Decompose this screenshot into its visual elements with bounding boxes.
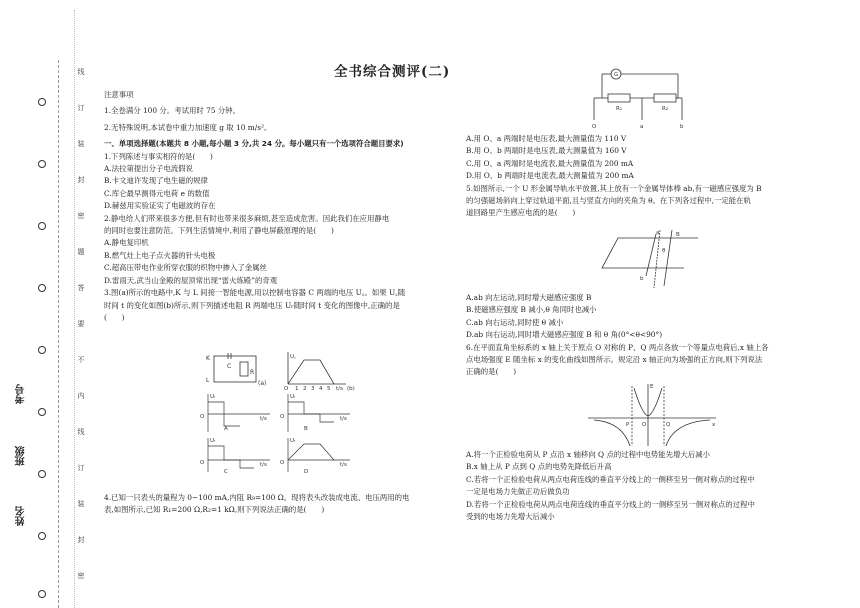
text-line: D.雷雨天,武当山金殿的屋顶常出现“雷火炼殿”的奇观 xyxy=(104,275,278,285)
svg-text:2: 2 xyxy=(303,386,307,392)
exam-sheet xyxy=(104,0,854,608)
label-C: C xyxy=(227,363,232,370)
class-label: 班级 xyxy=(16,446,27,466)
binding-hole xyxy=(38,470,46,478)
text-line: B.x 轴上从 P 点到 Q 点的电势先降低后升高 xyxy=(466,462,612,472)
binding-margin xyxy=(0,0,90,608)
binding-char: 装 xyxy=(77,140,85,147)
text-line: 4.已知一只表头的量程为 0~100 mA,内阻 R₉=100 Ω。现将表头改装成电流、电压两用的电 xyxy=(104,493,410,502)
text-line: A.用 O、a 两端时是电压表,最大测量值为 110 V xyxy=(466,134,627,143)
text-line: D.ab 向右运动,同时增大磁感应强度 B 和 θ 角(0°<θ<90°) xyxy=(466,330,663,340)
svg-text:A: A xyxy=(224,426,228,432)
binding-char: 内 xyxy=(77,392,85,399)
text-line: 6.在平面直角坐标系的 x 轴上关于原点 O 对称的 P、Q 两点各放一个等量点电荷后,x 轴上各 xyxy=(466,342,769,352)
svg-text:5: 5 xyxy=(327,386,331,392)
svg-text:a: a xyxy=(640,124,644,130)
svg-text:Uᵣ: Uᵣ xyxy=(290,394,296,400)
text-line: 注意事项 xyxy=(104,90,134,99)
svg-text:R₂: R₂ xyxy=(662,106,669,112)
svg-text:t/s: t/s xyxy=(336,386,343,392)
binding-char: 线 xyxy=(77,68,85,75)
text-line: 受到的电场力先增大后减小 xyxy=(466,512,555,522)
svg-text:b: b xyxy=(640,276,644,282)
svg-text:P: P xyxy=(626,422,630,428)
text-line: ( ) xyxy=(104,312,125,322)
svg-text:O: O xyxy=(200,414,205,420)
u-rail-figure xyxy=(598,228,708,290)
binding-hole xyxy=(38,160,46,168)
svg-text:t/s: t/s xyxy=(340,462,347,468)
id-number-label: 考号 xyxy=(16,384,27,404)
text-line: B.使磁感应强度 B 减小,θ 角同时也减小 xyxy=(466,305,597,315)
binding-hole xyxy=(38,284,46,292)
text-line: D.赫兹用实验证实了电磁波的存在 xyxy=(104,201,216,211)
text-line: C.用 O、a 两端时是电流表,最大测量值为 200 mA xyxy=(466,158,634,168)
svg-text:R₁: R₁ xyxy=(616,106,623,112)
right-column-middle xyxy=(466,292,846,379)
caption-a: (a) xyxy=(258,380,267,387)
graph-b xyxy=(288,352,346,384)
svg-text:Uᵣ: Uᵣ xyxy=(290,438,296,444)
text-line: 1.全卷满分 100 分。考试用时 75 分钟。 xyxy=(104,106,241,116)
text-line: A.法拉第提出分子电流假说 xyxy=(104,164,193,174)
svg-text:t/s: t/s xyxy=(260,462,267,468)
svg-text:t/s: t/s xyxy=(260,416,267,422)
text-line: C.ab 向右运动,同时使 θ 减小 xyxy=(466,317,564,327)
binding-char: 封 xyxy=(77,176,85,183)
binding-char: 不 xyxy=(77,356,85,363)
left-column-bottom xyxy=(104,492,454,517)
binding-hole xyxy=(38,346,46,354)
svg-text:B: B xyxy=(676,232,680,238)
svg-text:C: C xyxy=(224,469,228,474)
text-line: A.ab 向左运动,同时增大磁感应强度 B xyxy=(466,293,592,302)
section-heading: 一、单项选择题(本题共 8 小题,每小题 3 分,共 24 分。每小题只有一个选项符合题目要求) xyxy=(104,139,404,149)
binding-hole xyxy=(38,532,46,540)
svg-text:x: x xyxy=(712,422,716,428)
text-line: B.用 O、b 两端时是电压表,最大测量值为 160 V xyxy=(466,146,627,156)
svg-text:a: a xyxy=(656,230,660,236)
binding-char: 答 xyxy=(77,284,85,291)
svg-text:O: O xyxy=(280,414,285,420)
binding-char: 封 xyxy=(77,536,85,543)
meter-circuit-figure xyxy=(592,64,712,130)
binding-char: 要 xyxy=(77,320,85,327)
binding-hole xyxy=(38,98,46,106)
svg-text:4: 4 xyxy=(319,386,323,392)
text-line: B.燃气灶上电子点火器的针头电极 xyxy=(104,250,216,260)
text-line: 道回路里产生感应电流的是( ) xyxy=(466,208,576,218)
binding-line xyxy=(58,60,59,608)
text-line: 2.无特殊说明,本试卷中重力加速度 g 取 10 m/s²。 xyxy=(104,122,272,132)
electric-field-figure xyxy=(582,380,722,450)
circuit-diagram-a xyxy=(214,353,256,382)
text-line: C.超高压带电作业所穿衣服的织物中掺入了金属丝 xyxy=(104,263,267,273)
text-line: 正确的是( ) xyxy=(466,367,517,377)
q3-figures xyxy=(200,352,456,474)
binding-line-outer xyxy=(74,10,75,608)
svg-text:b: b xyxy=(680,124,684,130)
binding-char: 订 xyxy=(77,464,85,471)
text-line: 点电场强度 E 随坐标 x 的变化曲线如图所示。规定沿 x 轴正向为场强的正方向,则下列说法 xyxy=(466,355,763,365)
text-line: 时间 t 的变化如图(b)所示,则下列描述电阻 R 两端电压 Uᵣ随时间 t 变化的图像中,正确的是 xyxy=(104,300,400,310)
text-line: A.静电复印机 xyxy=(104,238,149,248)
svg-text:E: E xyxy=(650,384,654,390)
svg-text:3: 3 xyxy=(311,386,315,392)
label-R: R xyxy=(250,369,255,376)
binding-char: 密 xyxy=(77,212,85,219)
right-column-bottom xyxy=(466,449,846,523)
binding-char: 订 xyxy=(77,104,85,111)
left-column xyxy=(104,89,454,324)
binding-char: 题 xyxy=(77,248,85,255)
text-line: C.库仑最早测得元电荷 e 的数值 xyxy=(104,188,210,198)
svg-text:θ: θ xyxy=(662,248,666,254)
galvanometer-label: G xyxy=(614,72,619,78)
svg-text:(b): (b) xyxy=(347,386,355,392)
text-line: 2.静电给人们带来很多方便,但有时也带来很多麻烦,甚至造成危害。因此我们在应用静电 xyxy=(104,213,390,223)
label-K: K xyxy=(206,355,210,362)
right-column xyxy=(466,133,846,220)
text-line: 1.下列陈述与事实相符的是( ) xyxy=(104,151,213,161)
text-line: A.将一个正检验电荷从 P 点沿 x 轴移向 Q 点的过程中电势能先增大后减小 xyxy=(466,450,710,459)
text-line: 的同时也要注意防范。下列生活情境中,利用了静电屏蔽原理的是( ) xyxy=(104,226,334,236)
text-line: C.若将一个正检验电荷从两点电荷连线的垂直平分线上的一侧移至另一侧对称点的过程中 xyxy=(466,474,755,484)
text-line: B.卡文迪许发现了电生磁的规律 xyxy=(104,176,208,186)
binding-hole xyxy=(38,590,46,598)
label-L: L xyxy=(206,377,210,384)
b-ylabel: U꜀ xyxy=(290,354,296,360)
binding-char: 装 xyxy=(77,500,85,507)
svg-text:O: O xyxy=(592,124,597,130)
name-label: 姓名 xyxy=(16,506,27,526)
binding-hole xyxy=(38,408,46,416)
text-line: 表,如图所示,已知 R₁=200 Ω,R₂=1 kΩ,则下列说法正确的是( ) xyxy=(104,505,325,515)
svg-text:Uᵣ: Uᵣ xyxy=(210,438,216,444)
svg-text:t/s: t/s xyxy=(340,416,347,422)
text-line: 5.如图所示,一个 U 形金属导轨水平放置,其上放有一个金属导体棒 ab,有一磁感应强度为 B xyxy=(466,183,762,193)
text-line: 的匀强磁场斜向上穿过轨道平面,且与竖直方向的夹角为 θ。在下列各过程中,一定能在轨 xyxy=(466,196,751,206)
option-b-graph xyxy=(288,394,350,432)
option-a-graph xyxy=(208,394,270,432)
svg-text:1: 1 xyxy=(295,386,299,392)
binding-char: 密 xyxy=(77,572,85,579)
svg-text:Q: Q xyxy=(666,422,671,428)
svg-text:O: O xyxy=(200,460,205,466)
binding-hole xyxy=(38,222,46,230)
svg-text:O: O xyxy=(280,460,285,466)
text-line: 3.图(a)所示的电路中,K 与 L 间接一智能电源,用以控制电容器 C 两端的电压 U꜀。如果 U꜀随 xyxy=(104,288,406,298)
svg-text:Uᵣ: Uᵣ xyxy=(210,394,216,400)
text-line: 一定是电场力先做正功后做负功 xyxy=(466,487,570,497)
binding-char: 线 xyxy=(77,428,85,435)
page-title: 全书综合测评(二) xyxy=(334,64,451,80)
svg-text:D: D xyxy=(304,469,309,474)
svg-text:B: B xyxy=(304,426,308,432)
svg-text:O: O xyxy=(642,422,647,428)
text-line: D.用 O、b 两端时是电流表,最大测量值为 200 mA xyxy=(466,171,634,181)
svg-text:O: O xyxy=(284,386,289,392)
text-line: D.若将一个正检验电荷从两点电荷连线的垂直平分线上的一侧移至另一侧对称点的过程中 xyxy=(466,499,755,509)
